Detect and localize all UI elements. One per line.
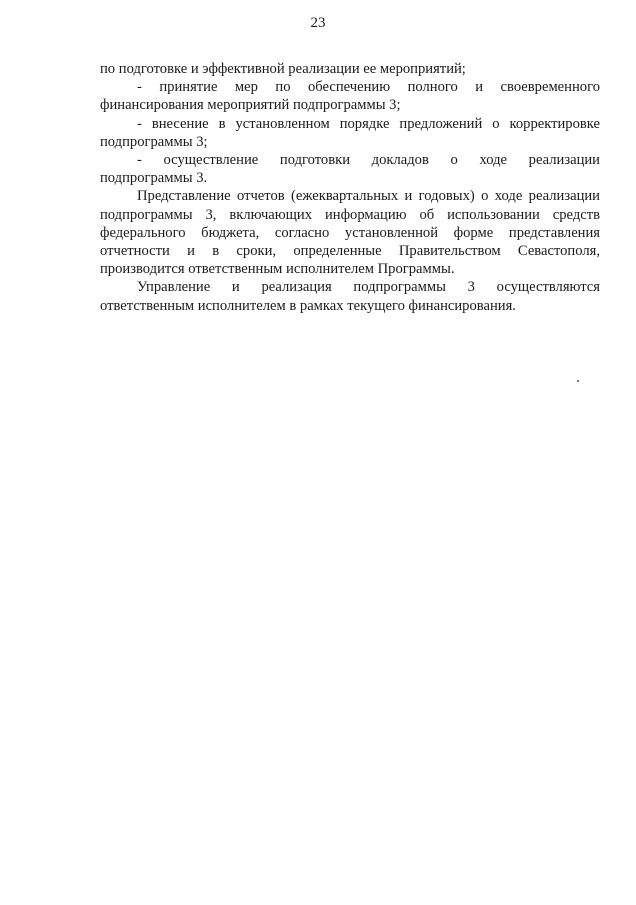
text-line: по подготовке и эффективной реализации ее мероприятий; xyxy=(100,61,466,77)
text-line: Представление отчетов (ежеквартальных и годовых) о ходе реализации xyxy=(137,188,600,205)
text-line: финансирования мероприятий подпрограммы 3; xyxy=(100,97,401,114)
text-line: федерального бюджета, согласно установленной форме представления xyxy=(100,224,600,241)
page-number: 23 xyxy=(310,15,326,31)
document-body xyxy=(100,60,600,315)
scan-speck xyxy=(577,380,579,382)
text-line: производится ответственным исполнителем Программы. xyxy=(100,261,455,278)
text-line: подпрограммы 3; xyxy=(100,133,208,150)
text-line: подпрограммы 3. xyxy=(100,170,208,187)
text-line: - осуществление подготовки докладов о ходе реализации xyxy=(137,152,600,169)
text-line: подпрограммы 3, включающих информацию об использовании средств xyxy=(100,206,600,223)
text-line: - принятие мер по обеспечению полного и своевременного xyxy=(137,79,600,96)
text-line: отчетности и в сроки, определенные Правительством Севастополя, xyxy=(100,243,600,260)
text-line: Управление и реализация подпрограммы 3 осуществляются xyxy=(137,279,600,296)
text-line: ответственным исполнителем в рамках текущего финансирования. xyxy=(100,297,516,314)
text-line: - внесение в установленном порядке предложений о корректировке xyxy=(137,115,600,132)
